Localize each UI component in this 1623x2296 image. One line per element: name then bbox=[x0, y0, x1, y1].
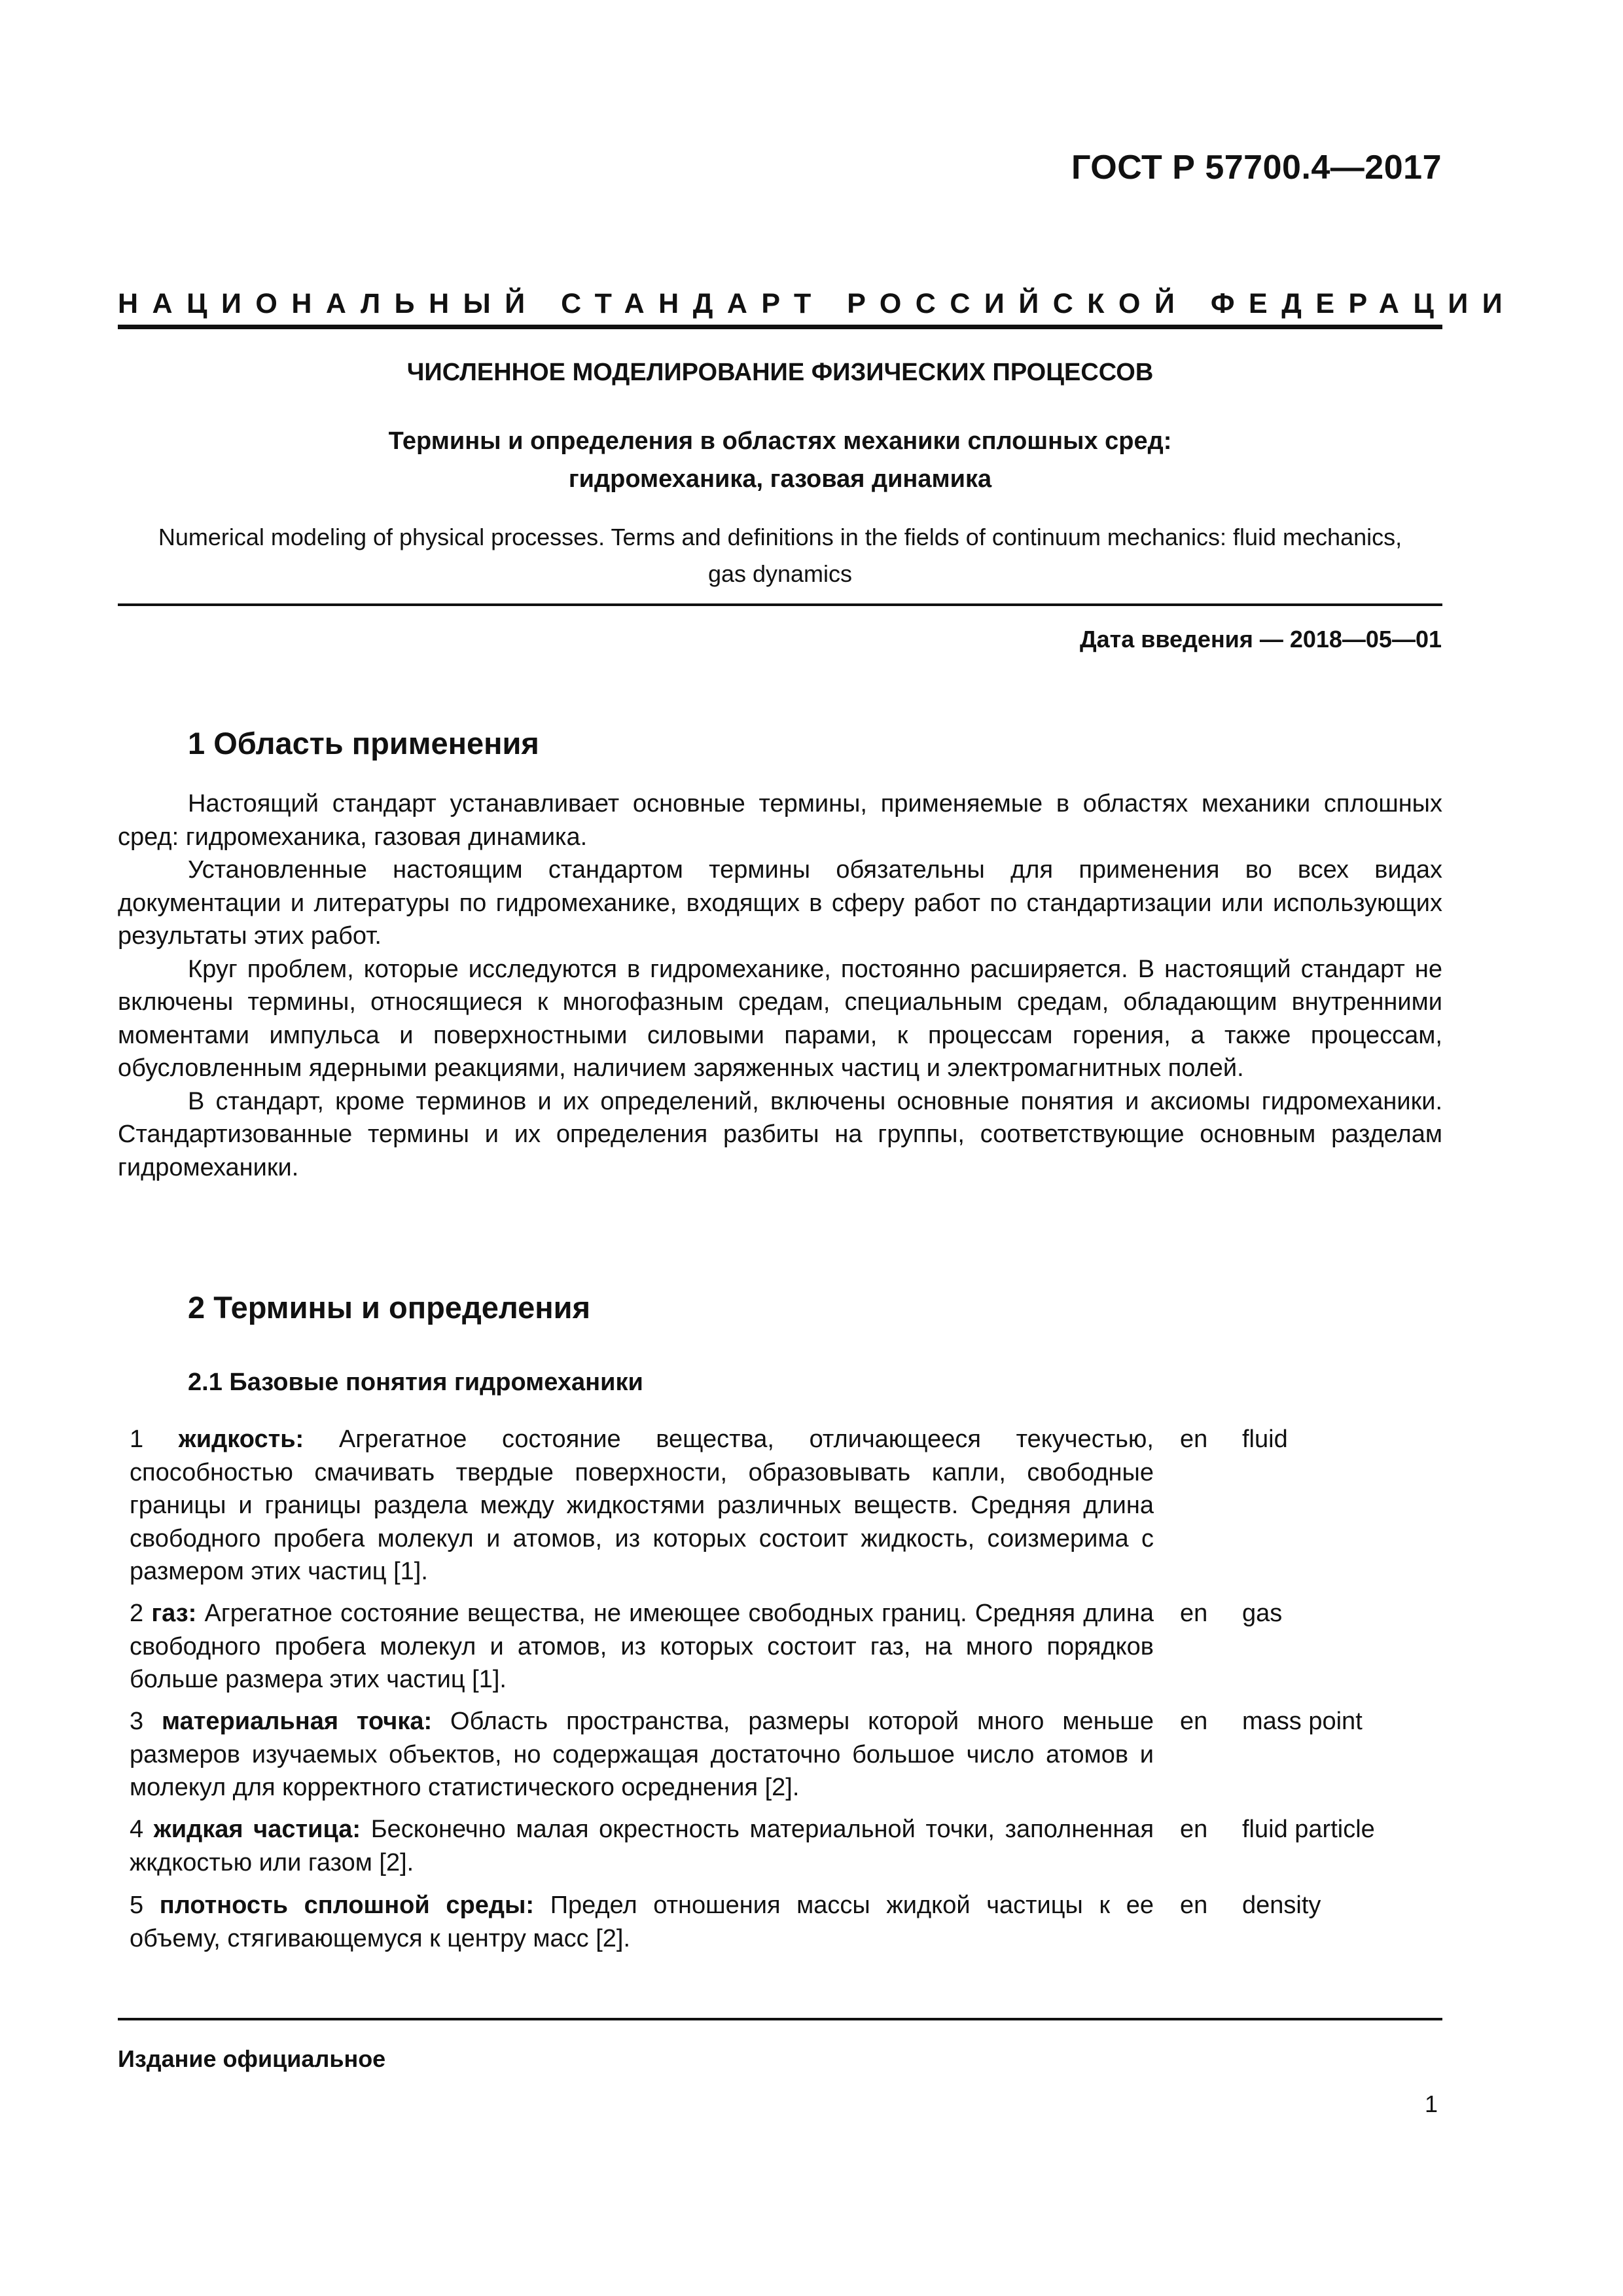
paragraph: Круг проблем, которые исследуются в гидромеханике, постоянно расширяется. В настоящий стандарт не включены термины, относящиеся к многофазным средам, специальным средам, обладающим внутренними моментами импульса и поверхностными силовыми парами, к процессам горения, а также процессам, обусловленным ядерными реакциями, наличием заряженных частиц и электромагнитных полей. bbox=[118, 955, 1442, 1082]
term-definition bbox=[130, 1597, 1154, 1696]
section-2-heading: 2 Термины и определения bbox=[188, 1290, 590, 1325]
term-number: 2 bbox=[130, 1600, 144, 1627]
subtitle-line: гидромеханика, газовая динамика bbox=[568, 465, 992, 493]
subsection-2-1-heading: 2.1 Базовые понятия гидромеханики bbox=[188, 1369, 643, 1396]
term-definition bbox=[130, 1813, 1154, 1879]
term-name: жидкость: bbox=[178, 1426, 304, 1453]
subtitle-line: Термины и определения в областях механики сплошных сред: bbox=[388, 427, 1172, 455]
english-title-line: Numerical modeling of physical processes. Terms and definitions in the fields of continuum mechanics: fluid mechanics, bbox=[158, 524, 1402, 550]
term-english: gas bbox=[1242, 1600, 1283, 1627]
term-name: плотность сплошной среды: bbox=[159, 1892, 535, 1919]
term-text: Бесконечно малая окрестность материальной точки, заполненная жкдкостью или газом [2]. bbox=[130, 1816, 1154, 1876]
term-text: Предел отношения массы жидкой частицы к ее объему, стягивающемуся к центру масс [2]. bbox=[130, 1892, 1154, 1952]
term-english: fluid bbox=[1242, 1426, 1288, 1453]
term-english: mass point bbox=[1242, 1708, 1363, 1735]
english-title-line: gas dynamics bbox=[707, 560, 853, 587]
term-english: fluid particle bbox=[1242, 1816, 1375, 1843]
term-language: en bbox=[1180, 1816, 1208, 1843]
term-language: en bbox=[1180, 1600, 1208, 1627]
term-language: en bbox=[1180, 1708, 1208, 1735]
paragraph: Установленные настоящим стандартом термины обязательны для применения во всех видах документации и литературы по гидромеханике, входящих в сферу работ по стандартизации или использующих результаты этих работ. bbox=[118, 856, 1442, 950]
term-text: Агрегатное состояние вещества, не имеющее свободных границ. Средняя длина свободного пробега молекул и атомов, из которых состоит газ, на много порядков больше размера этих частиц [1]. bbox=[130, 1600, 1154, 1693]
paragraph: В стандарт, кроме терминов и их определений, включены основные понятия и аксиомы гидромеханики. Стандартизованные термины и их определения разбиты на группы, соответствующие основным разделам гидромеханики. bbox=[118, 1087, 1442, 1181]
term-english: density bbox=[1242, 1892, 1321, 1919]
paragraph: Настоящий стандарт устанавливает основные термины, применяемые в областях механики сплошных сред: гидромеханика, газовая динамика. bbox=[118, 790, 1442, 851]
standard-title: ЧИСЛЕННОЕ МОДЕЛИРОВАНИЕ ФИЗИЧЕСКИХ ПРОЦЕССОВ bbox=[406, 359, 1154, 386]
page-number: 1 bbox=[1424, 2090, 1438, 2117]
footer-rule bbox=[118, 2018, 1442, 2020]
introduction-date: Дата введения — 2018—05—01 bbox=[1079, 626, 1442, 653]
english-title bbox=[118, 519, 1442, 592]
term-definition bbox=[130, 1705, 1154, 1804]
term-name: материальная точка: bbox=[162, 1708, 433, 1735]
term-name: жидкая частица: bbox=[153, 1816, 361, 1843]
term-language: en bbox=[1180, 1426, 1208, 1453]
standard-subtitle bbox=[118, 422, 1442, 498]
term-definition bbox=[130, 1423, 1154, 1588]
title-rule bbox=[118, 603, 1442, 606]
term-name: газ: bbox=[151, 1600, 197, 1627]
term-number: 5 bbox=[130, 1892, 144, 1919]
term-text: Агрегатное состояние вещества, отличающееся текучестью, способностью смачивать твердые поверхности, образовывать капли, свободные границы и границы раздела между жидкостями различных веществ. Средняя длина свободного пробега молекул и атомов, из которых состоит жидкость, соизмерима с размером этих частиц [1]. bbox=[130, 1426, 1154, 1585]
header-rule bbox=[118, 325, 1442, 329]
term-number: 3 bbox=[130, 1708, 144, 1735]
term-number: 4 bbox=[130, 1816, 144, 1843]
gost-code: ГОСТ Р 57700.4—2017 bbox=[1071, 149, 1442, 187]
term-definition bbox=[130, 1889, 1154, 1955]
section-1-heading: 1 Область применения bbox=[188, 726, 539, 761]
edition-label: Издание официальное bbox=[118, 2045, 386, 2072]
section-1-body bbox=[118, 787, 1442, 1184]
term-number: 1 bbox=[130, 1426, 144, 1453]
term-text: Область пространства, размеры которой много меньше размеров изучаемых объектов, но содержащая достаточно большое число атомов и молекул для корректного статистического осреднения [2]. bbox=[130, 1708, 1154, 1801]
national-standard-title: НАЦИОНАЛЬНЫЙ СТАНДАРТ РОССИЙСКОЙ ФЕДЕРАЦИИ bbox=[118, 288, 1517, 319]
term-language: en bbox=[1180, 1892, 1208, 1919]
